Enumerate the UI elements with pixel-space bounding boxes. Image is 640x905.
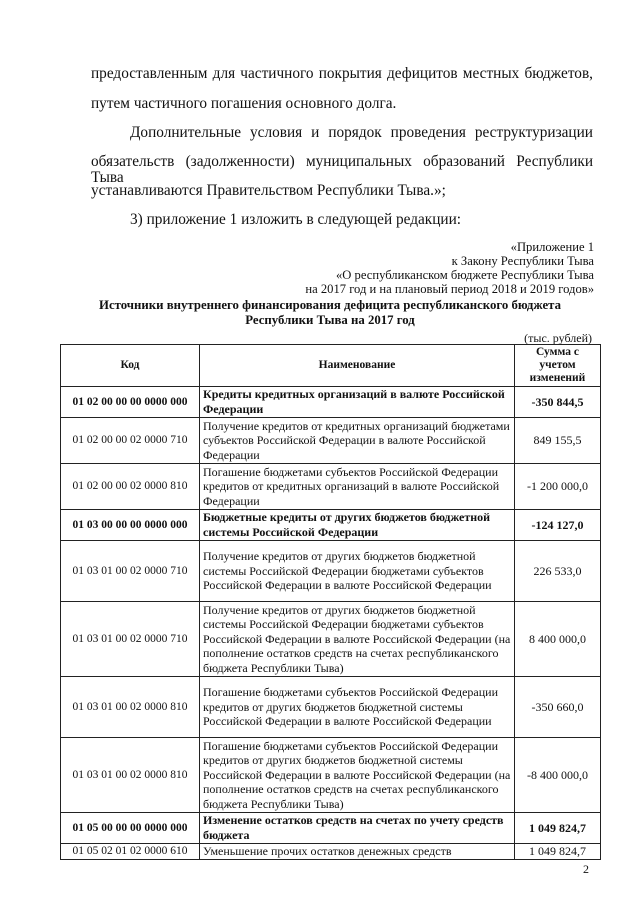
row-sum: 8 400 000,0 <box>515 602 601 677</box>
row-sum: 849 155,5 <box>515 418 601 464</box>
row-code: 01 03 01 00 02 0000 810 <box>61 738 200 813</box>
row-code: 01 03 01 00 02 0000 810 <box>61 677 200 738</box>
row-name: Получение кредитов от других бюджетов бюджетной системы Российской Федерации бюджетами субъектов Российской Федерации в валюте Российской Федерации <box>200 541 515 602</box>
row-name: Погашение бюджетами субъектов Российской Федерации кредитов от других бюджетов бюджетной системы Российской Федерации в валюте Российской Федерации <box>200 677 515 738</box>
body-paragraph-2-line-1: Дополнительные условия и порядок проведения реструктуризации <box>130 124 593 141</box>
table-row <box>61 510 601 541</box>
table-row <box>61 541 601 602</box>
row-name: Уменьшение прочих остатков денежных средств <box>200 844 515 860</box>
row-code: 01 02 00 00 02 0000 810 <box>61 464 200 510</box>
row-sum: 226 533,0 <box>515 541 601 602</box>
row-code: 01 05 00 00 00 0000 000 <box>61 813 200 844</box>
header-code: Код <box>61 345 200 387</box>
table-title-line-2: Республики Тыва на 2017 год <box>245 313 415 327</box>
table-header-row <box>61 345 601 387</box>
appendix-line-3: «О республиканском бюджете Республики Тыва <box>336 268 594 282</box>
row-code: 01 05 02 01 02 0000 610 <box>61 844 200 860</box>
row-sum: 1 049 824,7 <box>515 844 601 860</box>
table-row <box>61 602 601 677</box>
table-row <box>61 387 601 418</box>
table-row <box>61 813 601 844</box>
row-sum: -124 127,0 <box>515 510 601 541</box>
financing-sources-table <box>60 344 601 860</box>
table-title <box>60 298 600 328</box>
appendix-line-1: «Приложение 1 <box>510 240 594 254</box>
row-name: Бюджетные кредиты от других бюджетов бюджетной системы Российской Федерации <box>200 510 515 541</box>
row-code: 01 03 00 00 00 0000 000 <box>61 510 200 541</box>
body-paragraph-2-line-3: устанавливаются Правительством Республики Тыва.»; <box>91 182 446 199</box>
row-sum: -1 200 000,0 <box>515 464 601 510</box>
row-name: Погашение бюджетами субъектов Российской Федерации кредитов от других бюджетов бюджетной системы Российской Федерации в валюте Российской Федерации (на пополнение остатков средств на счетах республиканского бюджета Республики Тыва) <box>200 738 515 813</box>
row-sum: -8 400 000,0 <box>515 738 601 813</box>
appendix-line-4: на 2017 год и на плановый период 2018 и 2019 годов» <box>305 282 594 296</box>
row-name: Кредиты кредитных организаций в валюте Российской Федерации <box>200 387 515 418</box>
body-paragraph-3: 3) приложение 1 изложить в следующей редакции: <box>130 211 462 228</box>
row-sum: -350 660,0 <box>515 677 601 738</box>
page-number: 2 <box>583 862 589 876</box>
row-code: 01 03 01 00 02 0000 710 <box>61 541 200 602</box>
header-name: Наименование <box>200 345 515 387</box>
table-row <box>61 464 601 510</box>
row-code: 01 02 00 00 00 0000 000 <box>61 387 200 418</box>
row-name: Изменение остатков средств на счетах по учету средств бюджета <box>200 813 515 844</box>
row-sum: 1 049 824,7 <box>515 813 601 844</box>
table-row <box>61 738 601 813</box>
table-row <box>61 844 601 860</box>
body-paragraph-2-line-2: обязательств (задолженности) муниципальных образований Республики Тыва <box>91 153 593 186</box>
table-units: (тыс. рублей) <box>524 331 592 345</box>
body-paragraph-1-line-2: путем частичного погашения основного долга. <box>91 95 397 112</box>
row-code: 01 03 01 00 02 0000 710 <box>61 602 200 677</box>
table-row <box>61 418 601 464</box>
row-name: Получение кредитов от кредитных организаций бюджетами субъектов Российской Федерации в валюте Российской Федерации <box>200 418 515 464</box>
table-row <box>61 677 601 738</box>
row-name: Получение кредитов от других бюджетов бюджетной системы Российской Федерации бюджетами субъектов Российской Федерации в валюте Российской Федерации (на пополнение остатков средств на счетах республиканского бюджета Республики Тыва) <box>200 602 515 677</box>
header-sum: Сумма с учетом изменений <box>515 345 601 387</box>
row-sum: -350 844,5 <box>515 387 601 418</box>
table-title-line-1: Источники внутреннего финансирования дефицита республиканского бюджета <box>98 298 562 312</box>
appendix-line-2: к Закону Республики Тыва <box>451 254 594 268</box>
body-paragraph-1-line-1: предоставленным для частичного покрытия дефицитов местных бюджетов, <box>91 65 593 82</box>
row-code: 01 02 00 00 02 0000 710 <box>61 418 200 464</box>
row-name: Погашение бюджетами субъектов Российской Федерации кредитов от кредитных организаций в валюте Российской Федерации <box>200 464 515 510</box>
